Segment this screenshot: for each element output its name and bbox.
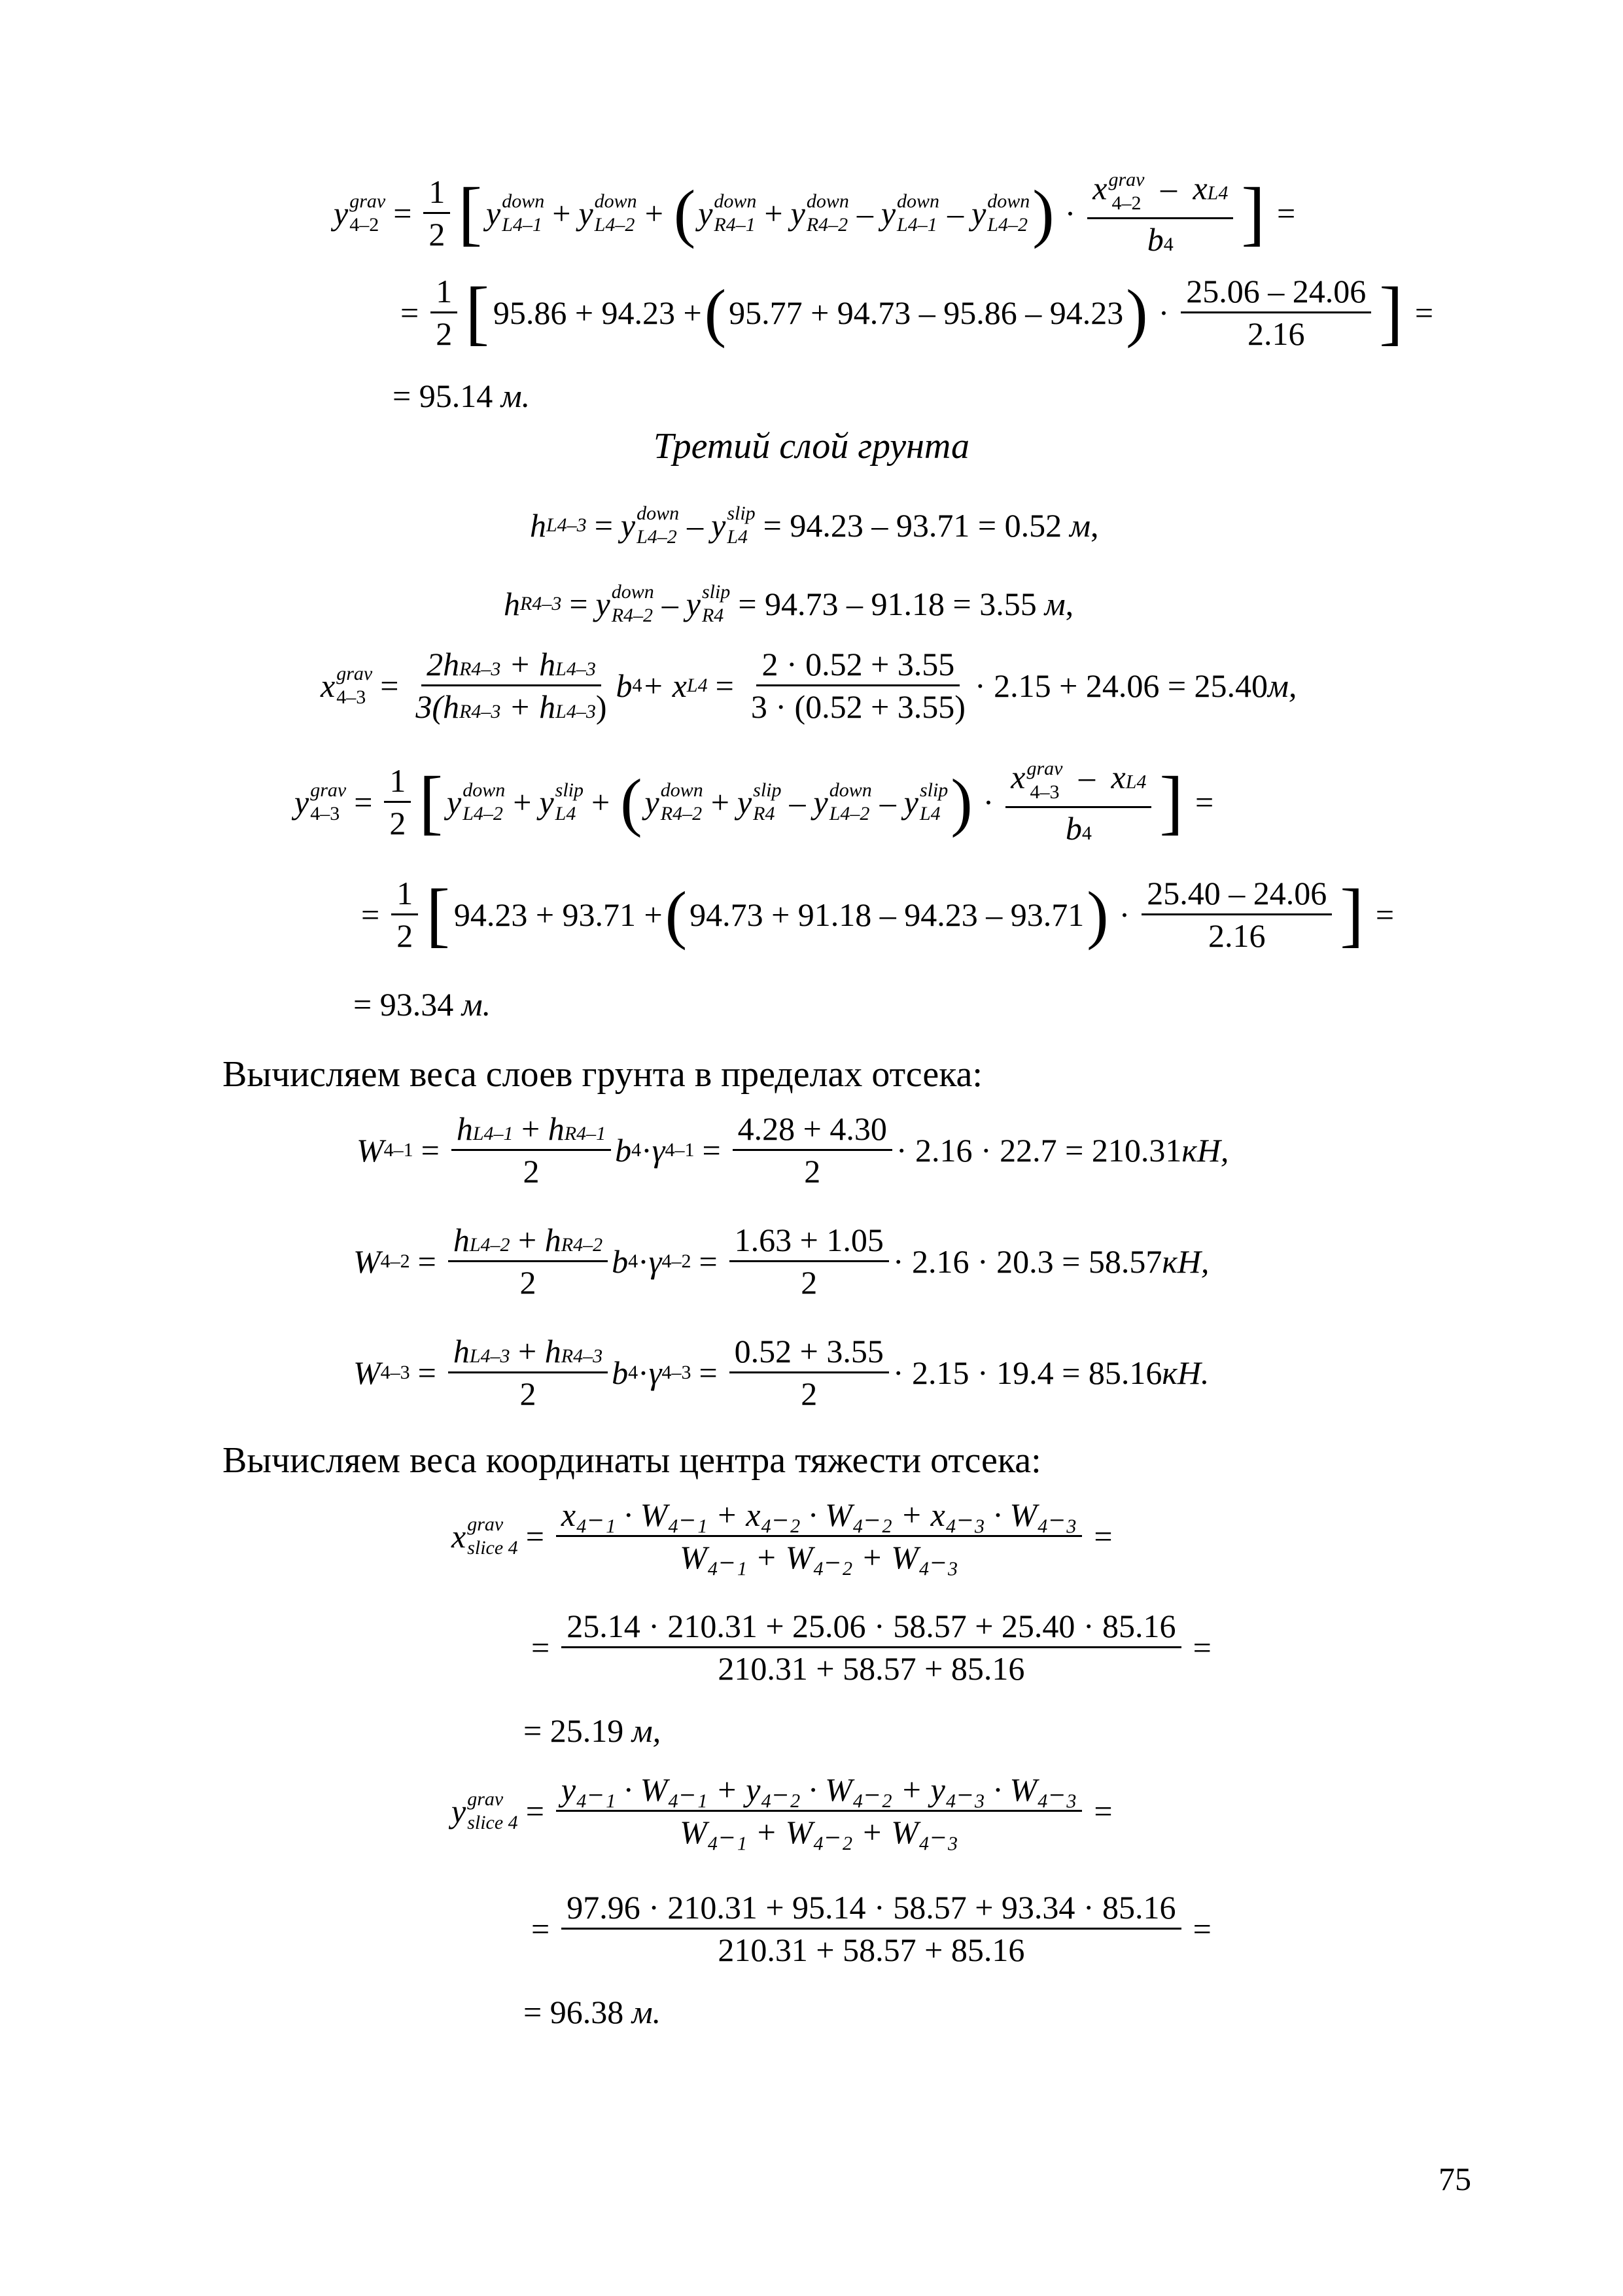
half-fraction: $\frac{1}{2}$ bbox=[423, 175, 450, 251]
section-title: Третий слой грунта bbox=[653, 426, 970, 467]
equation-W-4-1: W 4–1 = $\frac{hL4-1 + hR4-1}{2}$ b 4 · γ 4–1 = $\frac{4.28 + 4.30}{2}$ · 2.16 · 22.7 = 210.31 кН, bbox=[357, 1110, 1229, 1190]
equation-x-slice-4-result: = 25.19 м, bbox=[523, 1712, 661, 1749]
paragraph-weights: Вычисляем веса слоев грунта в пределах отсека: bbox=[222, 1054, 983, 1095]
equation-x-grav-4-3: x grav 4–3 = $\frac{2hR4-3 + hL4-3}{3(hR4-3 + hL4-3)}$ b 4 + x L4 = $\frac{2 \cdot 0.52 + 3.55}{3 \cdot (0.52 + 3.55)}$ · 2.15 + 24.06 = 25.40 м, bbox=[321, 646, 1297, 725]
equation-y-slice-4-result: = 96.38 м. bbox=[523, 1994, 661, 2030]
equation-y-slice-4-numeric: = $\frac{97.96 \cdot 210.31 + 95.14 \cdot 58.57 + 93.34 \cdot 85.16}{210.31 + 58.57 + 85.16}$ = bbox=[531, 1889, 1212, 1968]
equation-x-slice-4: x grav slice 4 = $\frac{\text{x₄₋₁ · W₄₋₁ + x₄₋₂ · W₄₋₂ + x₄₋₃ · W₄₋₃}}{\text{W₄₋₁ + W₄₋₂ + W₄₋₃}}$ = bbox=[451, 1496, 1113, 1576]
page-number: 75 bbox=[1439, 2161, 1471, 2197]
equation-y-grav-4-3: y grav 4–3 = $\frac{1}{2}$ [ y down L4–2 + y slip L4 + ( y down R4–2 + y slip R4 – y down L4–2 – y slip L4 ) · x grav 4–3 – xL4 b4 ] = bbox=[294, 758, 1214, 847]
equation-y-grav-4-3-result: = 93.34 м. bbox=[353, 986, 491, 1023]
equation-y-grav-4-2: y grav 4–2 = $\frac{1}{2}$ [ y down L4–1 + y down L4–2 + ( y down R4–1 + y down R4–2 – y down L4–1 – y down L4–2 ) · x grav 4–2 – xL4 b4 ] = bbox=[334, 169, 1296, 258]
equation-h-L4-3: h L4–3 = y down L4–2 – y slip L4 = 94.23 – 93.71 = 0.52 м , bbox=[530, 503, 1099, 548]
equation-W-4-2: W 4–2 = $\frac{hL4-2 + hR4-2}{2}$ b 4 · γ 4–2 = $\frac{1.63 + 1.05}{2}$ · 2.16 · 20.3 = 58.57 кН, bbox=[353, 1222, 1210, 1301]
equation-y-grav-4-2-numeric: = $\frac{1}{2}$ [ 95.86 + 94.23 + ( 95.77 + 94.73 – 95.86 – 94.23 ) · $\frac{25.06 - 24.06}{2.16}$ ] = bbox=[400, 272, 1434, 352]
equation-y-grav-4-2-result: = 95.14 м. bbox=[393, 378, 531, 414]
equation-h-R4-3: h R4–3 = y down R4–2 – y slip R4 = 94.73 – 91.18 = 3.55 м , bbox=[504, 581, 1074, 626]
subscript: 4–2 bbox=[349, 213, 379, 236]
paragraph-center-of-gravity: Вычисляем веса координаты центра тяжести отсека: bbox=[222, 1440, 1041, 1481]
equation-y-grav-4-3-numeric: = $\frac{1}{2}$ [ 94.23 + 93.71 + ( 94.73 + 91.18 – 94.23 – 93.71 ) · $\frac{25.40 - 24.06}{2.16}$ ] = bbox=[361, 874, 1395, 954]
superscript: grav bbox=[349, 190, 386, 212]
equation-W-4-3: W 4–3 = $\frac{hL4-3 + hR4-3}{2}$ b 4 · γ 4–3 = $\frac{0.52 + 3.55}{2}$ · 2.15 · 19.4 = 85.16 кН. bbox=[353, 1333, 1210, 1412]
equation-x-slice-4-numeric: = $\frac{25.14 \cdot 210.31 + 25.06 \cdot 58.57 + 25.40 \cdot 85.16}{210.31 + 58.57 + 85.16}$ = bbox=[531, 1608, 1212, 1687]
equation-y-slice-4: y grav slice 4 = $\frac{\text{y₄₋₁ · W₄₋₁ + y₄₋₂ · W₄₋₂ + y₄₋₃ · W₄₋₃}}{\text{W₄₋₁ + W₄₋₂ + W₄₋₃}}$ = bbox=[451, 1771, 1113, 1850]
